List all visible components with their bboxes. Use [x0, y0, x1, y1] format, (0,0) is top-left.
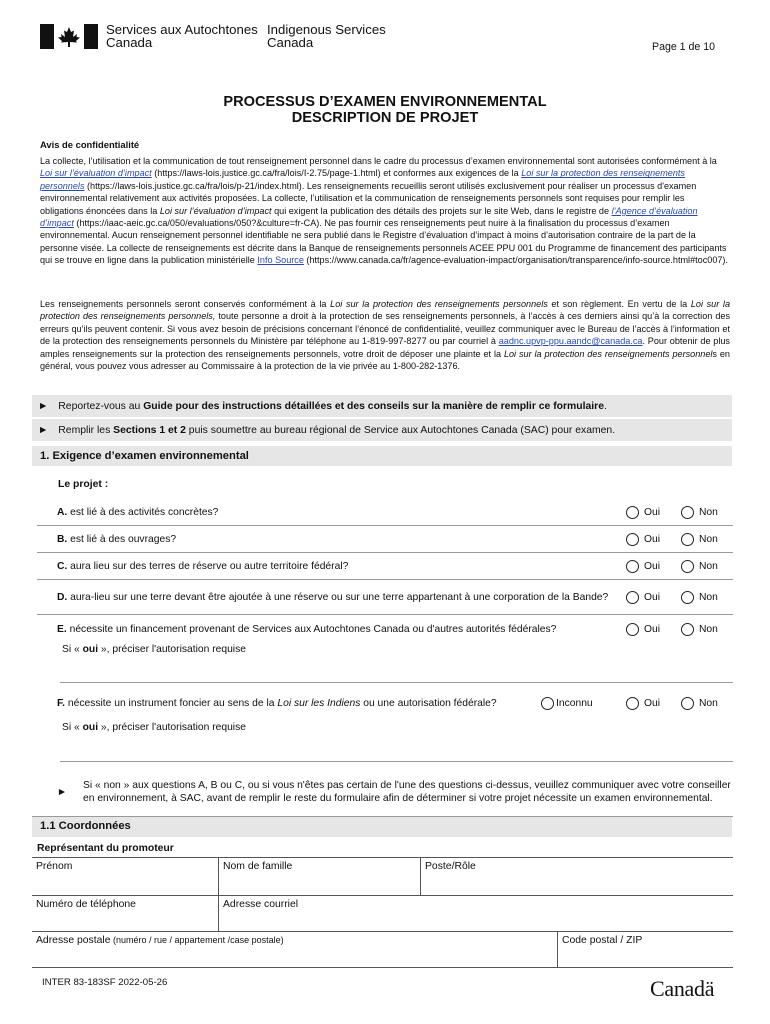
question-c-oui-radio[interactable]: Oui: [626, 560, 681, 573]
privacy-heading: Avis de confidentialité: [40, 139, 140, 150]
question-e-specify-input[interactable]: [60, 660, 733, 683]
arrow-icon: ►: [56, 786, 68, 798]
link-impact-agency[interactable]: l’Agence d’évaluation d’impact: [40, 205, 698, 229]
question-e-oui-radio[interactable]: Oui: [626, 623, 681, 636]
privacy-email-link[interactable]: aadnc.upvp-ppu.aandc@canada.ca: [498, 336, 643, 347]
question-b-non-radio[interactable]: Non: [681, 533, 733, 546]
link-impact-act[interactable]: Loi sur l’évaluation d’impact: [40, 168, 152, 179]
question-f-oui-radio[interactable]: Oui: [626, 697, 681, 710]
department-name-fr: Services aux Autochtones Canada: [106, 22, 258, 50]
promoter-representative-label: Représentant du promoteur: [37, 843, 174, 854]
page-number: Page 1 de 10: [652, 41, 716, 53]
question-d-non-radio[interactable]: Non: [681, 591, 733, 604]
page-title: PROCESSUS D’EXAMEN ENVIRONNEMENTAL DESCRIPTION DE PROJET: [223, 94, 547, 126]
question-d: D. aura-lieu sur une terre devant être ajoutée à une réserve ou sur une terre appartenant à une corporation de la Bande? Oui Non: [37, 580, 733, 615]
phone-field[interactable]: Numéro de téléphone: [36, 899, 136, 910]
canada-flag-logo: [40, 24, 98, 49]
link-info-source[interactable]: Info Source: [257, 255, 304, 266]
link-privacy-act[interactable]: Loi sur la protection des renseignements personnels: [40, 168, 685, 191]
question-a: A. est lié à des activités concrètes? Oui Non: [37, 499, 733, 526]
question-a-oui-radio[interactable]: Oui: [626, 506, 681, 519]
arrow-icon: ►: [38, 424, 49, 436]
question-f-specify-input[interactable]: [60, 738, 733, 762]
canada-wordmark: Canadä: [650, 976, 715, 1001]
question-d-oui-radio[interactable]: Oui: [626, 591, 681, 604]
question-b: B. est lié à des ouvrages? Oui Non: [37, 526, 733, 553]
privacy-paragraph-1: La collecte, l’utilisation et la communication de tout renseignement personnel dans le cadre du processus d’examen environnemental sont autorisées conformément à la Loi sur l’évaluation d’impact (https://laws-lois.justice.gc.ca/fra/lois/I-2.75/page-1.html) et conformes aux exigences de la Loi sur la protection des renseignements personnels (https://laws-lois.justice.gc.ca/fra/lois/p-21/index.html). Les renseignements recueillis seront utilisés exclusivement pour réaliser un processus d'examen environnemental relativement aux activités proposées. La collecte, l’utilisation et la communication de renseignements personnels sont requises pour remplir les obligations énoncées dans la Loi sur l’évaluation d’impact qui exigent la publication des détails des projets sur le site Web, dans le registre de l’Agence d’évaluation d’impact (https://iaac-aeic.gc.ca/050/evaluations/050?&culture=fr-CA). Ne pas fournir ces renseignements peut nuire à la finalisation du processus d’examen environnemental. Aucun renseignement personnel identifiable ne sera publié dans le Registre d’évaluation d’impact à moins d’autorisation contraire de la part de la personne visée. La collecte de renseignements est décrite dans la Banque de renseignements personnels ACEE PPU 001 du Programme de financement des participants qui se trouve en ligne dans la publication ministérielle Info Source (https://www.canada.ca/fr/agence-evaluation-impact/organisation/transparence/info-source.html#toc007).: [40, 156, 728, 266]
instruction-guide: ► Reportez-vous au Guide pour des instructions détaillées et des conseils sur la manière de remplir ce formulaire.: [32, 395, 732, 417]
email-field[interactable]: Adresse courriel: [218, 895, 733, 931]
question-f-specify-label: Si « oui », préciser l'autorisation requise: [62, 722, 246, 733]
question-f-non-radio[interactable]: Non: [681, 697, 733, 710]
question-e: E. nécessite un financement provenant de Services aux Autochtones Canada ou d'autres autorités fédérales? Oui Non: [37, 615, 733, 644]
question-a-non-radio[interactable]: Non: [681, 506, 733, 519]
section-1-1-heading: 1.1 Coordonnées: [32, 817, 732, 837]
grid-line: [32, 967, 733, 968]
department-name-en: Indigenous Services Canada: [267, 22, 386, 50]
question-f: F. nécessite un instrument foncier au sens de la Loi sur les Indiens ou une autorisation fédérale? Inconnu Oui Non: [37, 686, 733, 720]
question-e-non-radio[interactable]: Non: [681, 623, 733, 636]
question-c: C. aura lieu sur des terres de réserve ou autre territoire fédéral? Oui Non: [37, 553, 733, 580]
first-name-field[interactable]: Prénom: [36, 861, 73, 872]
section-1-heading: 1. Exigence d’examen environnemental: [32, 446, 732, 466]
last-name-field[interactable]: Nom de famille: [218, 857, 420, 895]
position-field[interactable]: Poste/Rôle: [420, 857, 733, 895]
question-c-non-radio[interactable]: Non: [681, 560, 733, 573]
postal-code-field[interactable]: Code postal / ZIP: [557, 931, 733, 967]
mailing-address-field[interactable]: Adresse postale (numéro / rue / appartement /case postale): [36, 935, 284, 946]
question-e-specify-label: Si « oui », préciser l'autorisation requise: [62, 644, 246, 655]
form-identifier: INTER 83-183SF 2022-05-26: [42, 977, 168, 988]
non-answer-note: ► Si « non » aux questions A, B ou C, ou si vous n'êtes pas certain de l'une des questions ci-dessus, veuillez communiquer avec votre conseiller en environnement, à SAC, avant de remplir le reste du formulaire afin de déterminer si votre projet nécessite un examen environnemental.: [37, 769, 733, 815]
le-projet-label: Le projet :: [58, 479, 109, 490]
arrow-icon: ►: [38, 400, 49, 412]
privacy-paragraph-2: Les renseignements personnels seront conservés conformément à la Loi sur la protection des renseignements personnels et son règlement. En vertu de la Loi sur la protection des renseignements personnels, toute personne a droit à la protection de ses renseignements personnels, à l’accès à ces derniers ainsi qu’à la correction des erreurs qu’ils peuvent contenir. Si vous avez besoin de précisions concernant l’énoncé de confidentialité, veuillez communiquer avec le Bureau de l’accès à l’information et de la protection des renseignements personnels du Ministère par téléphone au 1-819-997-8277 ou par courriel à aadnc.upvp-ppu.aandc@canada.ca. Pour obtenir de plus amples renseignements sur la protection des renseignements personnels, votre droit de déposer une plainte et la Loi sur la protection des renseignements personnels en général, vous pouvez vous adresser au Commissaire à la protection de la vie privée au 1-800-282-1376.: [40, 299, 731, 372]
question-f-inconnu-radio[interactable]: Inconnu: [541, 697, 626, 710]
question-b-oui-radio[interactable]: Oui: [626, 533, 681, 546]
instruction-submit: ► Remplir les Sections 1 et 2 puis soumettre au bureau régional de Service aux Autochtones Canada (SAC) pour examen.: [32, 419, 732, 441]
